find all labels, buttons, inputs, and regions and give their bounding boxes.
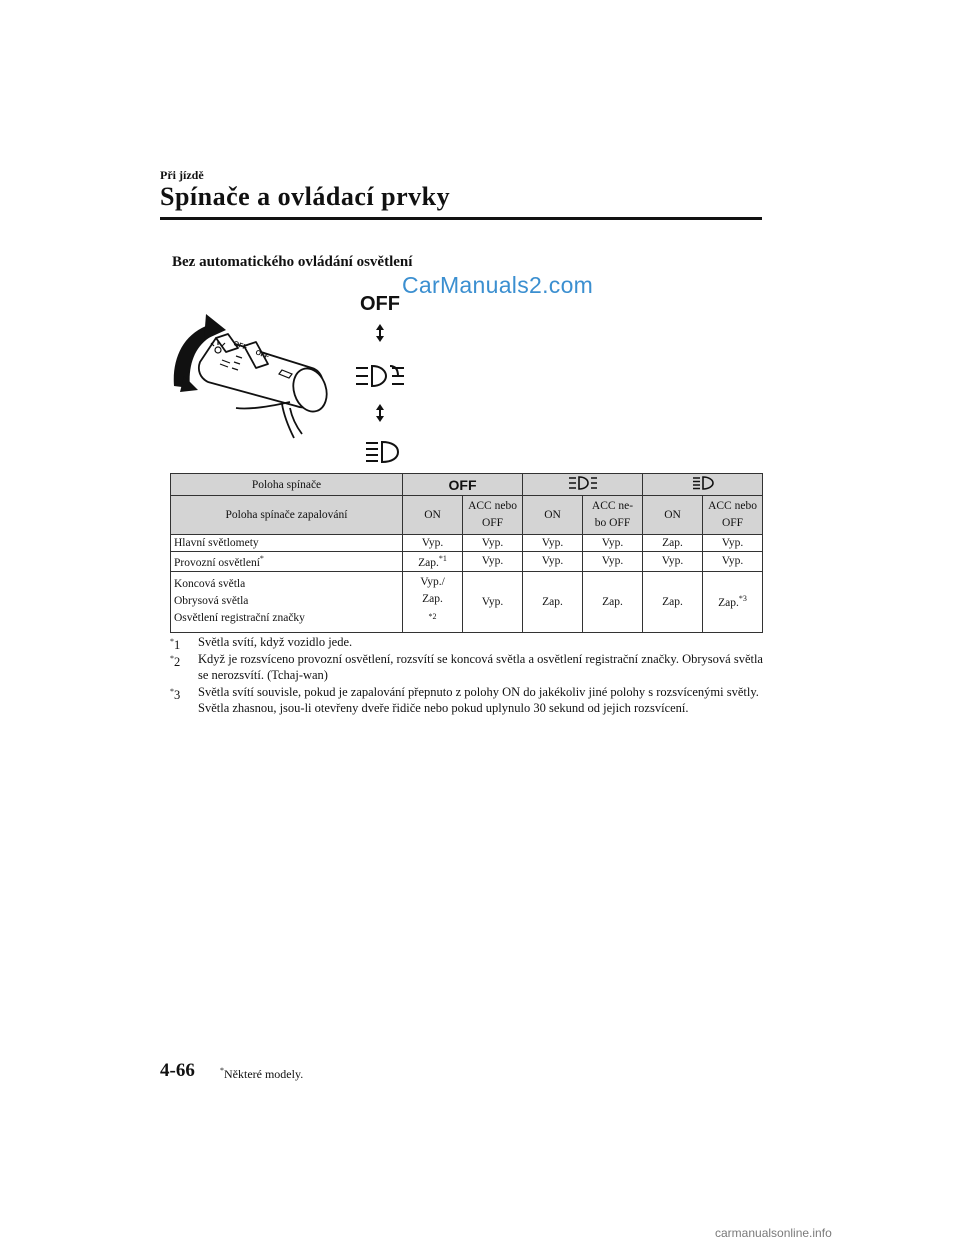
header-off: OFF bbox=[403, 474, 523, 496]
table-cell: Zap. bbox=[583, 571, 643, 632]
table-cell: Zap. bbox=[523, 571, 583, 632]
row-label-daytime-lights: Provozní osvětlení* bbox=[171, 552, 403, 572]
watermark-carmanualsonline[interactable]: carmanualsonline.info bbox=[715, 1226, 832, 1240]
ignition-col-2: ACC nebo OFF bbox=[463, 496, 523, 535]
table-header-row-2 bbox=[171, 496, 763, 535]
ignition-col-4: ACC ne- bo OFF bbox=[583, 496, 643, 535]
table-cell: Vyp. bbox=[643, 552, 703, 572]
lever-off-label-2: OFF bbox=[254, 349, 270, 361]
table-cell: Vyp. bbox=[403, 535, 463, 552]
headlight-icon bbox=[643, 474, 763, 496]
footnotes bbox=[170, 634, 770, 717]
watermark-carmanuals2[interactable]: CarManuals2.com bbox=[402, 272, 594, 298]
table-cell: Vyp. bbox=[583, 535, 643, 552]
footnote-legend: *Některé modely. bbox=[220, 1066, 304, 1081]
table-cell: Vyp. bbox=[703, 552, 763, 572]
header-ignition-position: Poloha spínače zapalování bbox=[171, 496, 403, 535]
illustration-off-label: OFF bbox=[360, 293, 400, 315]
table-cell: Vyp. bbox=[523, 552, 583, 572]
lighting-switch-illustration bbox=[160, 290, 430, 468]
row-label-headlights: Hlavní světlomety bbox=[171, 535, 403, 552]
subsection-title: Bez automatického ovládání osvětlení bbox=[172, 254, 413, 270]
table-cell: Vyp. bbox=[463, 571, 523, 632]
footnote-1: *1 Světla svítí, když vozidlo jede. bbox=[170, 635, 353, 653]
table-cell: Vyp. bbox=[523, 535, 583, 552]
parking-lights-icon bbox=[356, 366, 404, 386]
table-row bbox=[171, 571, 763, 632]
ignition-col-6: ACC nebo OFF bbox=[703, 496, 763, 535]
table-cell: Vyp. bbox=[463, 552, 523, 572]
table-cell: Vyp. bbox=[463, 535, 523, 552]
ignition-col-1: ON bbox=[403, 496, 463, 535]
page-title: Spínače a ovládací prvky bbox=[160, 182, 451, 211]
table-cell: Vyp. bbox=[583, 552, 643, 572]
title-divider bbox=[160, 217, 762, 220]
footnote-3: *3 Světla svítí souvisle, pokud je zapalování přepnuto z polohy ON do jakékoliv jiné polohy s rozsvícenými světly. Světla zhasnou, jsou-li otevřeny dveře řidiče nebo pokud uplynulo 30 sekund od jejich rozsvícení. bbox=[170, 685, 759, 715]
table-cell: Vyp./ Zap. $^{*2}$ bbox=[403, 571, 463, 632]
ignition-col-3: ON bbox=[523, 496, 583, 535]
table-cell: Zap.$^{*1}$ bbox=[403, 552, 463, 572]
arrow-updown-icon-2 bbox=[376, 404, 384, 422]
headlight-icon bbox=[366, 442, 398, 462]
section-label: Při jízdě bbox=[160, 168, 204, 182]
table-cell: Vyp. bbox=[703, 535, 763, 552]
table-cell: Zap.$^{*3}$ bbox=[703, 571, 763, 632]
switch-position-table bbox=[170, 473, 763, 633]
row-label-tail-lights: Koncová světla Obrysová světla Osvětlení registrační značky bbox=[171, 571, 403, 632]
arrow-updown-icon bbox=[376, 324, 384, 342]
page-number: 4-66 bbox=[160, 1060, 195, 1081]
footnote-2: *2 Když je rozsvíceno provozní osvětlení, rozsvítí se koncová světla a osvětlení registrační značky. Obrysová světla se nerozsvítí. (Tchaj-wan) bbox=[170, 652, 763, 682]
table-cell: Zap. bbox=[643, 535, 703, 552]
ignition-col-5: ON bbox=[643, 496, 703, 535]
header-switch-position: Poloha spínače bbox=[171, 474, 403, 496]
parking-lights-icon bbox=[523, 474, 643, 496]
lever-off-label-1: OFF bbox=[232, 340, 248, 352]
table-header-row-1 bbox=[171, 474, 763, 496]
lever-switch-icon bbox=[199, 334, 332, 438]
table-row bbox=[171, 535, 763, 552]
table-cell: Zap. bbox=[643, 571, 703, 632]
table-row bbox=[171, 552, 763, 572]
